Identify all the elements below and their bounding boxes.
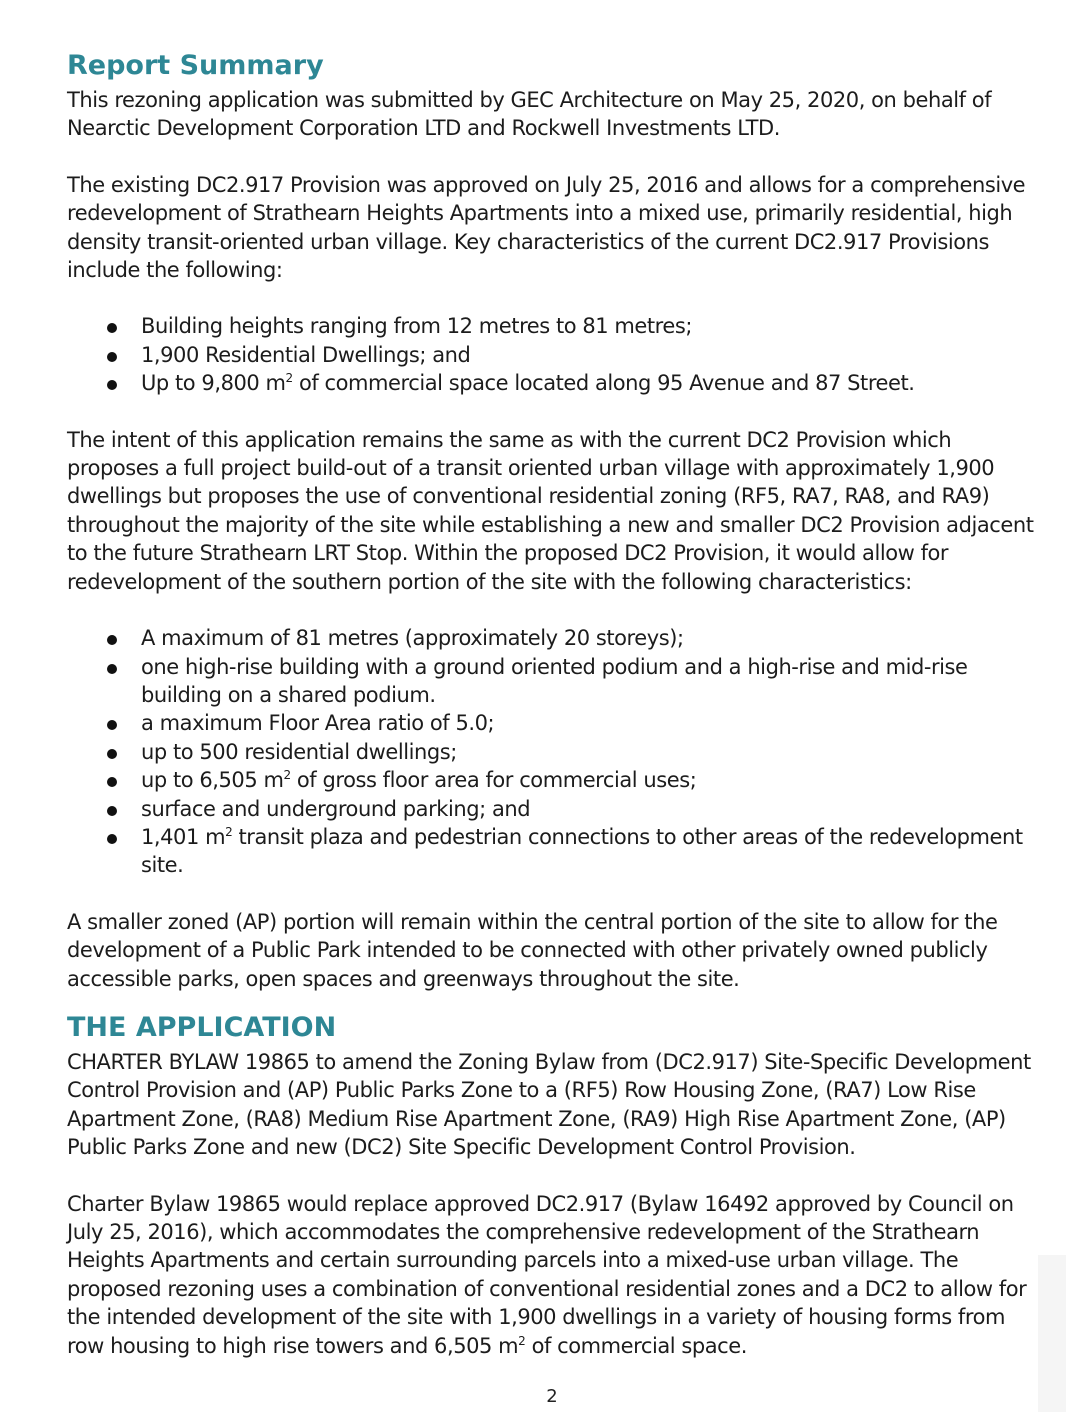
current-provision-list bbox=[67, 312, 1042, 397]
list-item: A maximum of 81 metres (approximately 20 storeys); bbox=[67, 624, 1042, 652]
bullet-icon bbox=[107, 749, 117, 759]
application-heading: THE APPLICATION bbox=[67, 1011, 337, 1043]
summary-paragraph-3: The intent of this application remains the same as with the current DC2 Provision which proposes a full project build-out of a transit oriented urban village with approximately 1,900 dwellings but proposes the use of conventional residential zoning (RF5, RA7, RA8, and RA9) throughout the majority of the site while establishing a new and smaller DC2 Provision adjacent to the future Strathearn LRT Stop. Within the proposed DC2 Provision, it would allow for redevelopment of the southern portion of the site with the following characteristics: bbox=[67, 427, 1034, 594]
summary-paragraph-2: The existing DC2.917 Provision was approved on July 25, 2016 and allows for a comprehensive redevelopment of Strathearn Heights Apartments into a mixed use, primarily residential, high density transit-oriented urban village. Key characteristics of the current DC2.917 Provisions include the following: bbox=[67, 172, 1026, 283]
bullet-icon bbox=[107, 323, 117, 333]
bullet-icon bbox=[107, 352, 117, 362]
list-item: Building heights ranging from 12 metres to 81 metres; bbox=[67, 312, 1042, 340]
summary-paragraph-1: This rezoning application was submitted by GEC Architecture on May 25, 2020, on behalf of Nearctic Development Corporation LTD and Rockwell Investments LTD. bbox=[67, 88, 992, 141]
list-item: a maximum Floor Area ratio of 5.0; bbox=[67, 709, 1042, 737]
list-item: 1,401 $m^2$ transit plaza and pedestrian connections to other areas of the redevelopment site. bbox=[67, 823, 1042, 880]
page-content bbox=[67, 46, 1042, 1360]
bullet-icon bbox=[107, 720, 117, 730]
list-item: surface and underground parking; and bbox=[67, 795, 1042, 823]
bullet-icon bbox=[107, 806, 117, 816]
summary-paragraph-4: A smaller zoned (AP) portion will remain within the central portion of the site to allow for the development of a Public Park intended to be connected with other privately owned publicly accessible parks, open spaces and greenways throughout the site. bbox=[67, 909, 998, 991]
list-item: up to 500 residential dwellings; bbox=[67, 738, 1042, 766]
application-paragraph-1: CHARTER BYLAW 19865 to amend the Zoning Bylaw from (DC2.917) Site-Specific Development Control Provision and (AP) Public Parks Zone to a (RF5) Row Housing Zone, (RA7) Low Rise Apartment Zone, (RA8) Medium Rise Apartment Zone, (RA9) High Rise Apartment Zone, (AP) Public Parks Zone and new (DC2) Site Specific Development Control Provision. bbox=[67, 1049, 1031, 1160]
application-paragraph-2: Charter Bylaw 19865 would replace approved DC2.917 (Bylaw 16492 approved by Council on July 25, 2016), which accommodates the comprehensive redevelopment of the Strathearn Heights Apartments and certain surrounding parcels into a mixed-use urban village. The proposed rezoning uses a combination of conventional residential zones and a DC2 to allow for the intended development of the site with 1,900 dwellings in a variety of housing forms from row housing to high rise towers and 6,505 $m^2$ of commercial space. bbox=[67, 1191, 1027, 1358]
bullet-icon bbox=[107, 380, 117, 390]
bullet-icon bbox=[107, 635, 117, 645]
bullet-icon bbox=[107, 777, 117, 787]
proposed-provision-list bbox=[67, 624, 1042, 880]
report-summary-heading: Report Summary bbox=[67, 50, 324, 81]
list-item: Up to 9,800 $m^2$ of commercial space located along 95 Avenue and 87 Street. bbox=[67, 369, 1042, 397]
bullet-icon bbox=[107, 834, 117, 844]
page-edge-shadow bbox=[1038, 1255, 1066, 1412]
list-item: one high-rise building with a ground oriented podium and a high-rise and mid-rise building on a shared podium. bbox=[67, 653, 1042, 710]
list-item: 1,900 Residential Dwellings; and bbox=[67, 341, 1042, 369]
page-number: 2 bbox=[546, 1386, 558, 1407]
list-item: up to 6,505 $m^2$ of gross floor area for commercial uses; bbox=[67, 766, 1042, 794]
bullet-icon bbox=[107, 664, 117, 674]
